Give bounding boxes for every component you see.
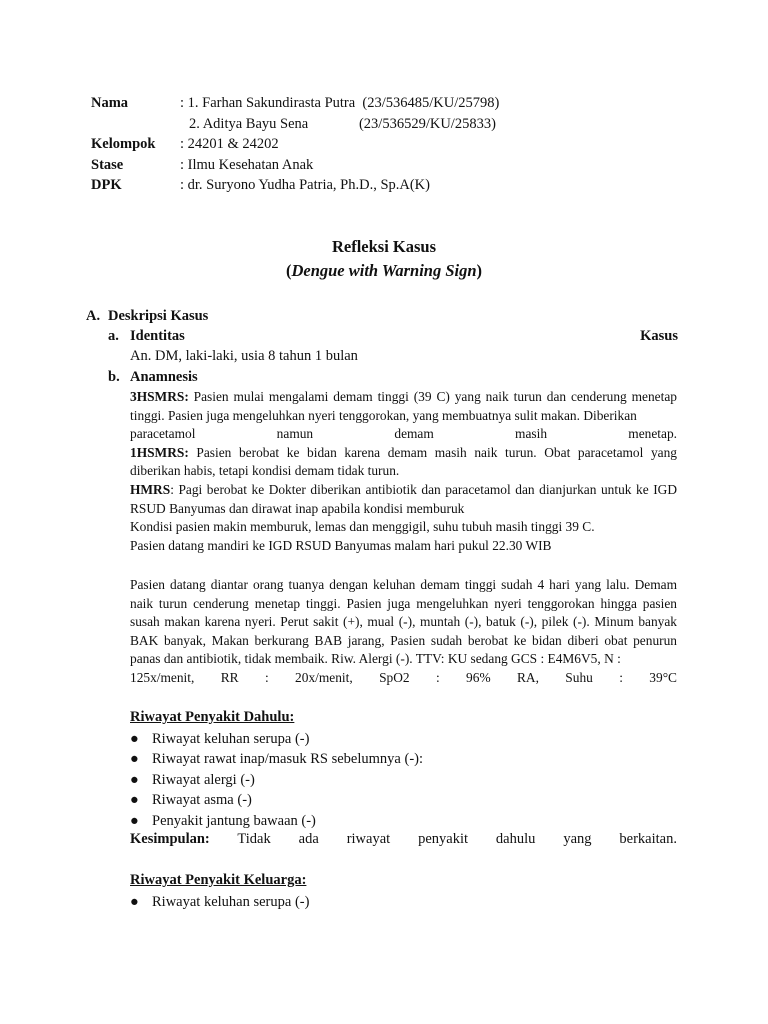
paragraph-vitals: 125x/menit, RR : 20x/menit, SpO2 : 96% RA, Suhu : 39°C	[130, 669, 677, 685]
nama-value-1: : 1. Farhan Sakundirasta Putra (23/536485/KU/25798)	[180, 95, 500, 111]
section-a-heading	[86, 308, 208, 325]
subtitle-close-paren: )	[476, 261, 483, 280]
rpk-list	[130, 892, 309, 912]
list-item	[130, 790, 423, 810]
bullet-icon: ●	[130, 751, 139, 768]
nama-row-2	[91, 114, 499, 135]
list-item-text: Riwayat rawat inap/masuk RS sebelumnya (-):	[152, 751, 424, 768]
dpk-label: DPK	[91, 177, 122, 193]
section-a-number: A.	[86, 308, 101, 324]
label-3hsmrs: 3HSMRS:	[130, 389, 189, 404]
label-1hsmrs: 1HSMRS:	[130, 444, 189, 460]
kesimpulan-label: Kesimpulan:	[130, 831, 210, 847]
stase-value: : Ilmu Kesehatan Anak	[180, 156, 314, 173]
subtitle-open-paren: (	[285, 261, 292, 280]
anamnesis-heading	[108, 369, 198, 386]
list-item-text: Riwayat asma (-)	[152, 792, 252, 809]
list-item	[130, 892, 309, 912]
kelompok-label: Kelompok	[91, 136, 156, 152]
list-item-text: Riwayat alergi (-)	[152, 771, 255, 788]
text-hmrs: : Pagi berobat ke Dokter diberikan antibiotik dan paracetamol dan dianjurkan untuk ke IGD RSUD Banyumas dan dirawat inap apabila kondisi memburuk	[130, 481, 677, 516]
kelompok-value: : 24201 & 24202	[180, 136, 279, 152]
bullet-icon: ●	[130, 894, 139, 910]
anamnesis-summary	[130, 576, 677, 688]
list-item-text: Penyakit jantung bawaan (-)	[152, 812, 316, 829]
bullet-icon: ●	[130, 792, 139, 809]
paragraph-datang: Pasien datang mandiri ke IGD RSUD Banyumas malam hari pukul 22.30 WIB	[130, 537, 552, 553]
paragraph-3hsmrs-last: paracetamol namun demam masih menetap.	[130, 426, 677, 442]
identitas-label: Identitas	[130, 328, 185, 344]
kesimpulan	[130, 831, 677, 848]
rpk-heading: Riwayat Penyakit Keluarga:	[130, 872, 307, 888]
dpk-value: : dr. Suryono Yudha Patria, Ph.D., Sp.A(K)	[180, 177, 430, 193]
list-item-text: Riwayat keluhan serupa (-)	[152, 731, 310, 747]
text-1hsmrs: Pasien berobat ke bidan karena demam masih naik turun. Obat paracetamol yang diberikan habis, tetapi kondisi demam tidak turun.	[130, 444, 677, 479]
nama-label: Nama	[91, 95, 129, 111]
document-subtitle	[0, 261, 768, 281]
subtitle-diagnosis: Dengue with Warning Sign	[291, 261, 477, 280]
paragraph-hmrs	[130, 481, 677, 518]
anamnesis-label: Anamnesis	[130, 369, 198, 385]
list-item-text: Riwayat keluhan serupa (-)	[152, 894, 310, 910]
nama-row	[91, 93, 499, 114]
stase-label: Stase	[91, 156, 124, 173]
paragraph-3hsmrs	[130, 388, 677, 425]
rpd-heading: Riwayat Penyakit Dahulu:	[130, 709, 295, 725]
bullet-icon: ●	[130, 771, 139, 788]
bullet-icon: ●	[130, 731, 139, 747]
section-a-label: Deskripsi Kasus	[108, 308, 209, 324]
identitas-right-label: Kasus	[640, 328, 678, 344]
text-3hsmrs: Pasien mulai mengalami demam tinggi (39 C) yang naik turun dan cenderung menetap tinggi. Pasien juga mengeluhkan nyeri tenggorokan, yang membuatnya sulit makan. Diberikan	[130, 389, 677, 423]
label-hmrs: HMRS	[130, 481, 171, 497]
list-item	[130, 749, 423, 769]
rpd-list	[130, 729, 423, 831]
paragraph-1hsmrs	[130, 444, 677, 481]
anamnesis-timeline	[130, 388, 677, 555]
identitas-text: An. DM, laki-laki, usia 8 tahun 1 bulan	[130, 348, 358, 364]
paragraph-kondisi: Kondisi pasien makin memburuk, lemas dan menggigil, suhu tubuh masih tinggi 39 C.	[130, 519, 595, 535]
document-title: Refleksi Kasus	[331, 237, 437, 256]
list-item	[130, 811, 423, 831]
header-info	[91, 93, 499, 196]
kelompok-row	[91, 134, 499, 155]
identitas-number: a.	[108, 328, 119, 344]
kesimpulan-text: Tidak ada riwayat penyakit dahulu yang berkaitan.	[209, 831, 677, 847]
nama-value-2: 2. Aditya Bayu Sena (23/536529/KU/25833)	[189, 115, 496, 132]
anamnesis-number: b.	[108, 369, 120, 385]
stase-row	[91, 155, 499, 176]
list-item	[130, 729, 423, 749]
bullet-icon: ●	[130, 812, 139, 829]
paragraph-summary: Pasien datang diantar orang tuanya dengan keluhan demam tinggi sudah 4 hari yang lalu. Demam naik turun cenderung menetap tinggi. Pasien juga mengeluhkan nyeri tenggorokan hingga pasien susah makan karena nyeri. Perut sakit (+), mual (-), muntah (-), batuk (-), pilek (-). Minum banyak BAK banyak, Makan berkurang BAB jarang, Pasien sudah berobat ke bidan diberi obat penurun panas dan antibiotik, tidak membaik. Riw. Alergi (-). TTV: KU sedang GCS : E4M6V5, N :	[130, 577, 677, 667]
identitas-heading	[108, 328, 678, 345]
dpk-row	[91, 175, 499, 196]
list-item	[130, 770, 423, 790]
